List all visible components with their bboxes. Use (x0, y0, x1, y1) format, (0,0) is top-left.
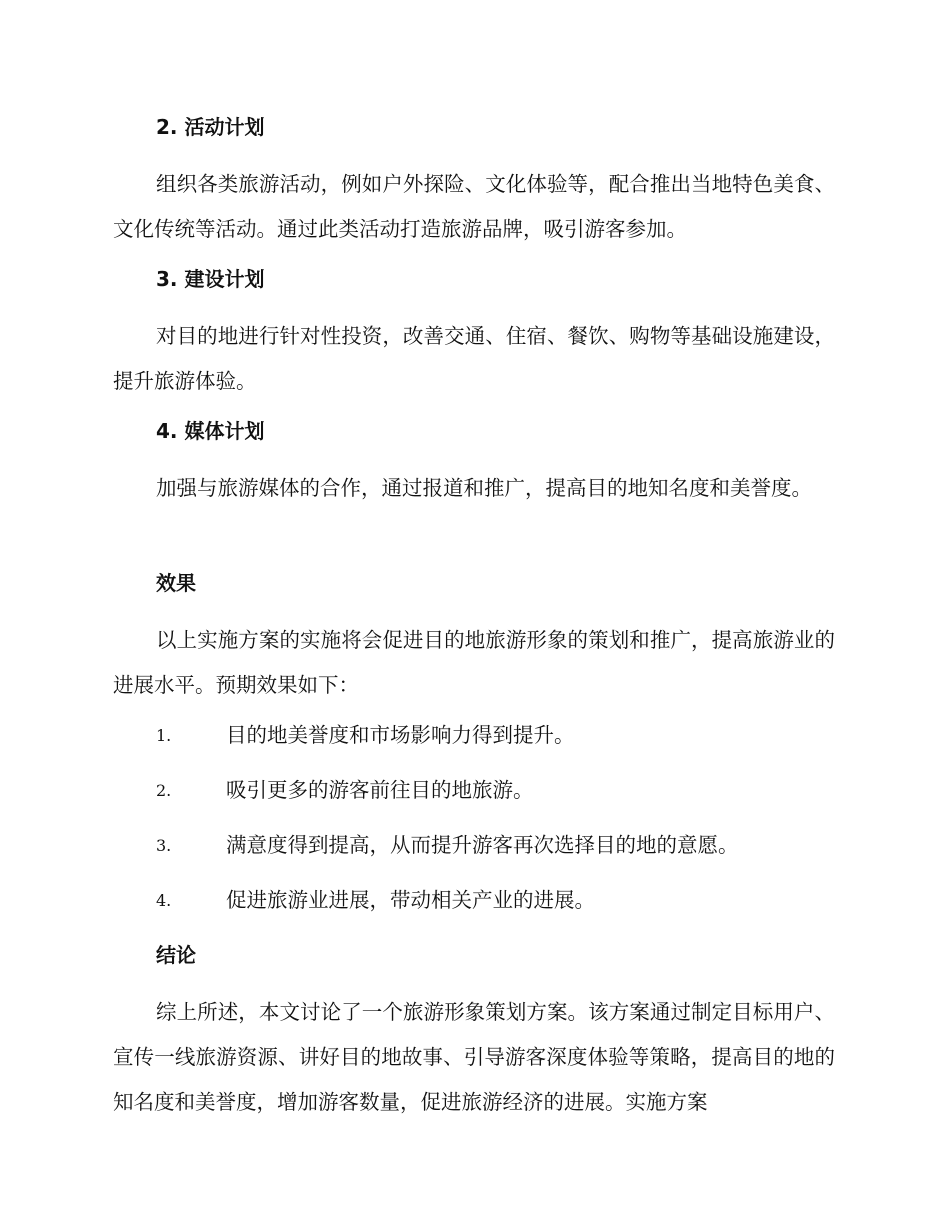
heading-effect: 效果 (156, 571, 196, 595)
list-item-number: 3. (156, 836, 172, 855)
heading-conclusion: 结论 (156, 943, 196, 967)
list-item-number: 1. (156, 726, 172, 745)
paragraph-activity-plan: 组织各类旅游活动，例如户外探险、文化体验等，配合推出当地特色美食、文化传统等活动。通过此类活动打造旅游品牌，吸引游客参加。 (113, 172, 835, 241)
list-item-text: 满意度得到提高，从而提升游客再次选择目的地的意愿。 (226, 833, 739, 857)
list-item-number: 4. (156, 891, 172, 910)
list-item-text: 吸引更多的游客前往目的地旅游。 (226, 778, 534, 802)
heading-media-plan: 4. 媒体计划 (156, 419, 265, 443)
paragraph-media-plan: 加强与旅游媒体的合作，通过报道和推广，提高目的地知名度和美誉度。 (156, 476, 812, 500)
paragraph-conclusion: 综上所述，本文讨论了一个旅游形象策划方案。该方案通过制定目标用户、宣传一线旅游资源、讲好目的地故事、引导游客深度体验等策略，提高目的地的知名度和美誉度，增加游客数量，促进旅游经济的进展。实施方案 (113, 1000, 835, 1114)
paragraph-construction-plan: 对目的地进行针对性投资，改善交通、住宿、餐饮、购物等基础设施建设，提升旅游体验。 (113, 324, 835, 393)
heading-activity-plan: 2. 活动计划 (156, 115, 265, 139)
paragraph-effect: 以上实施方案的实施将会促进目的地旅游形象的策划和推广，提高旅游业的进展水平。预期效果如下： (113, 628, 835, 697)
list-item-text: 目的地美誉度和市场影响力得到提升。 (226, 723, 575, 747)
list-item-number: 2. (156, 781, 172, 800)
list-item-text: 促进旅游业进展，带动相关产业的进展。 (226, 888, 595, 912)
heading-construction-plan: 3. 建设计划 (156, 267, 265, 291)
